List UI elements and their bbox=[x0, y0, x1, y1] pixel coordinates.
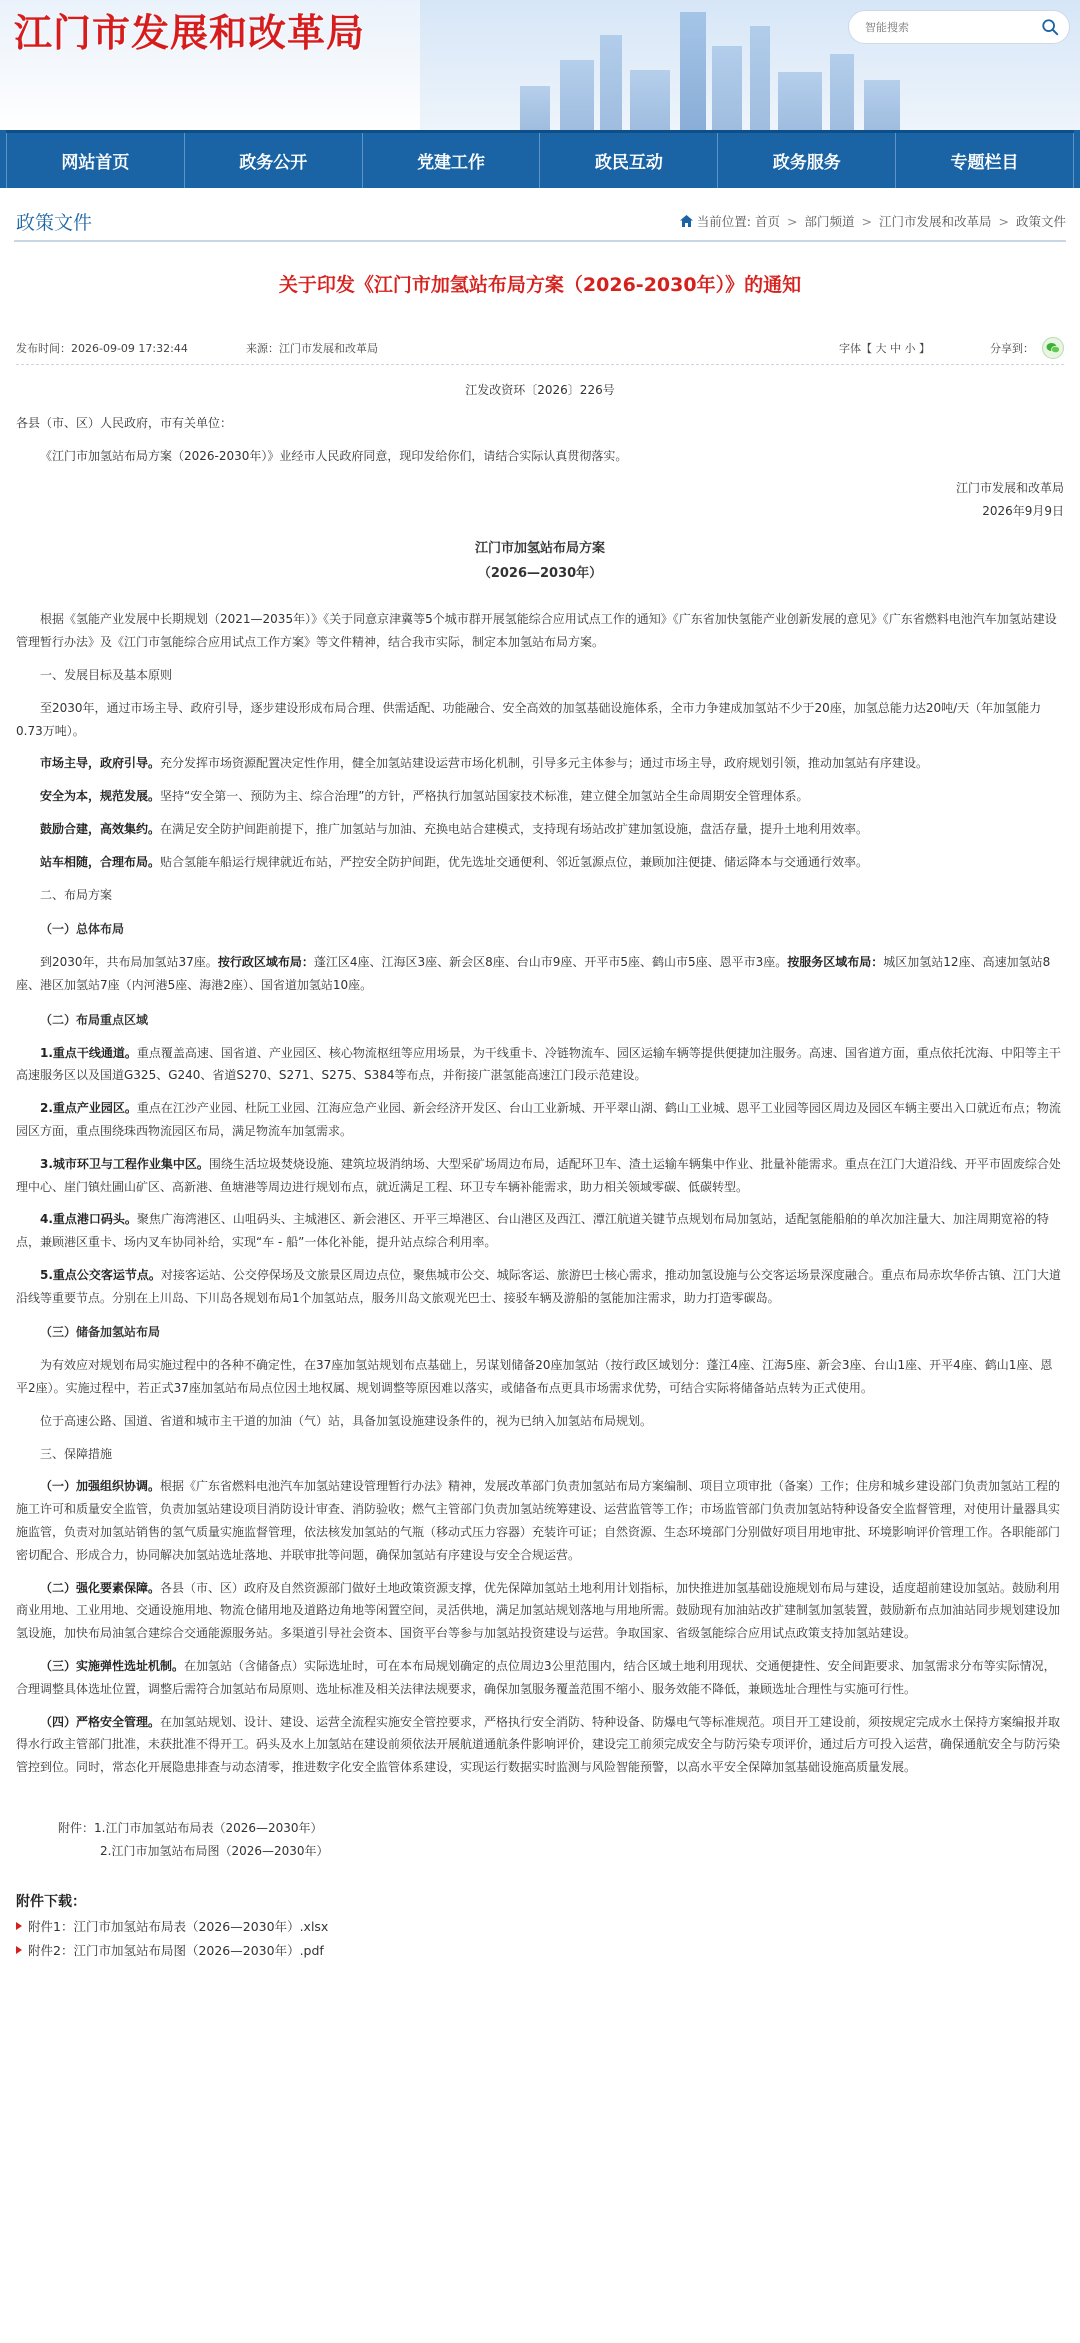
breadcrumb-policy[interactable]: 政策文件 bbox=[1015, 214, 1066, 229]
downloads-title: 附件下载： bbox=[16, 1893, 86, 1910]
download-link-1-label: 附件1：江门市加氢站布局表（2026—2030年）.xlsx bbox=[28, 1918, 329, 1934]
breadcrumb bbox=[680, 212, 1066, 230]
breadcrumb-separator: > bbox=[787, 213, 798, 229]
home-icon bbox=[680, 215, 693, 227]
key-area-3-text: 围绕生活垃圾焚烧设施、建筑垃圾消纳场、大型采矿场周边布局，适配环卫车、渣土运输车辆集中作业、批量补能需求。重点在江门大道沿线、开平市固废综合处理中心、崖门镇灶圃山矿区、高新港、鱼塘港等周边进行规划布点，就近满足工程、环卫专车辆补能需求，助力相关领域零碳、低碳转型。 bbox=[16, 1156, 1061, 1194]
signature-org: 江门市发展和改革局 bbox=[955, 481, 1064, 496]
key-area-2 bbox=[16, 1097, 1064, 1143]
key-area-4-text: 聚焦广海湾港区、山咀码头、主城港区、新会港区、开平三埠港区、台山港区及西江、潭江航道关键节点规划布局加氢站，适配氢能船舶的单次加注量大、加注周期宽裕的特点，兼顾港区重卡、场内叉车协同补给，实现“车 - 船”一体化补能，提升站点综合利用率。 bbox=[16, 1212, 1049, 1250]
principle-3 bbox=[16, 818, 1064, 841]
attachment-2-ref: 2.江门市加氢站布局图（2026—2030年） bbox=[100, 1843, 329, 1858]
intro-paragraph: 《江门市加氢站布局方案（2026-2030年）》业经市人民政府同意，现印发给你们，请结合实际认真贯彻落实。 bbox=[40, 448, 628, 463]
safeguard-3 bbox=[16, 1655, 1064, 1701]
search-input[interactable] bbox=[865, 21, 1041, 34]
nav-gov-affairs[interactable]: 政务公开 bbox=[185, 133, 363, 188]
breadcrumb-separator: > bbox=[998, 213, 1009, 229]
heading-reserve: （三）储备加氢站布局 bbox=[40, 1325, 161, 1340]
breadcrumb-prefix: 当前位置: bbox=[696, 214, 751, 229]
safeguard-4 bbox=[16, 1711, 1064, 1779]
principle-2 bbox=[16, 785, 1064, 808]
heading-key-areas: （二）布局重点区域 bbox=[40, 1012, 149, 1027]
safeguard-2 bbox=[16, 1577, 1064, 1645]
principle-2-key: 安全为本，规范发展。 bbox=[40, 789, 161, 804]
key-area-1-text: 重点覆盖高速、国省道、产业园区、核心物流枢纽等应用场景，为干线重卡、冷链物流车、园区运输车辆等提供便捷加注服务。高速、国省道方面，重点依托沈海、中阳等主干高速服务区以及国道G325、G240、省道S270、S271、S275、S384等布点，并衔接广湛氢能高速江门段示范建设。 bbox=[16, 1045, 1061, 1083]
overall-text-b: 蓬江区4座、江海区3座、新会区8座、台山市9座、开平市5座、鹤山市5座、恩平市3座。 bbox=[313, 955, 788, 970]
document-meta bbox=[16, 331, 1064, 365]
overall-paragraph bbox=[16, 951, 1064, 997]
breadcrumb-separator: > bbox=[861, 213, 872, 229]
key-area-3 bbox=[16, 1153, 1064, 1199]
nav-interaction[interactable]: 政民互动 bbox=[540, 133, 718, 188]
nav-home[interactable]: 网站首页 bbox=[6, 133, 185, 188]
safeguard-4-key: （四）严格安全管理。 bbox=[40, 1714, 161, 1729]
nav-services[interactable]: 政务服务 bbox=[718, 133, 896, 188]
safeguard-2-key: （二）强化要素保障。 bbox=[40, 1580, 161, 1595]
main-nav-wrap bbox=[0, 130, 1080, 188]
safeguard-3-key: （三）实施弹性选址机制。 bbox=[40, 1659, 185, 1674]
safeguard-1 bbox=[16, 1475, 1064, 1566]
site-header bbox=[0, 0, 1080, 130]
document-number: 江发改资环〔2026〕226号 bbox=[465, 383, 615, 397]
section-title: 政策文件 bbox=[16, 211, 93, 234]
key-area-4-key: 4.重点港口码头。 bbox=[40, 1212, 137, 1227]
principle-1-text: 充分发挥市场资源配置决定性作用，健全加氢站建设运营市场化机制，引导多元主体参与；通过市场主导，政府规划引领，推动加氢站有序建设。 bbox=[160, 756, 929, 771]
plan-years: （2026—2030年） bbox=[477, 565, 603, 581]
font-size-switcher[interactable]: 字体【 大 中 小 】 bbox=[839, 341, 930, 355]
principle-4 bbox=[16, 851, 1064, 874]
source: 来源：江门市发展和改革局 bbox=[246, 341, 378, 355]
publish-time: 发布时间：2026-09-09 17:32:44 bbox=[16, 341, 188, 355]
overall-key-2: 按服务区域布局： bbox=[787, 955, 884, 970]
signature-date: 2026年9月9日 bbox=[982, 504, 1064, 519]
heading-safeguards: 三、保障措施 bbox=[40, 1446, 113, 1461]
principle-1 bbox=[16, 752, 1064, 775]
share-bar bbox=[990, 337, 1064, 359]
overall-text-c: 城区加氢站12座、高速加氢站8座、港区加氢站7座（内河港5座、海港2座）、国省道加氢站10座。 bbox=[16, 955, 1051, 992]
salutation: 各县（市、区）人民政府，市有关单位： bbox=[16, 415, 233, 430]
nav-party-building[interactable]: 党建工作 bbox=[363, 133, 541, 188]
safeguard-3-text: 在加氢站（含储备点）实际选址时，可在本布局规划确定的点位周边3公里范围内，结合区域土地利用现状、交通便捷性、安全间距要求、加氢需求分布等实际情况，合理调整具体选址位置，调整后需符合加氢站布局原则、选址标准及相关法律法规要求，确保加氢服务覆盖范围不缩小、服务效能不降低，兼顾选址合理性与实施可行性。 bbox=[16, 1659, 1056, 1696]
heading-overall: （一）总体布局 bbox=[40, 922, 125, 937]
principle-3-text: 在满足安全防护间距前提下，推广加氢站与加油、充换电站合建模式，支持现有场站改扩建加氢设施，盘活存量，提升土地利用效率。 bbox=[160, 821, 869, 836]
principle-4-text: 贴合氢能车船运行规律就近布站，严控安全防护间距，优先选址交通便利、邻近氢源点位，兼顾加注便捷、储运降本与交通通行效率。 bbox=[160, 854, 869, 869]
share-label: 分享到： bbox=[990, 341, 1034, 355]
principle-2-text: 坚持“安全第一、预防为主、综合治理”的方针，严格执行加氢站国家技术标准，建立健全加氢站全生命周期安全管理体系。 bbox=[160, 789, 809, 804]
safeguard-1-text: 根据《广东省燃料电池汽车加氢站建设管理暂行办法》精神，发展改革部门负责加氢站布局方案编制、项目立项审批（备案）工作；住房和城乡建设部门负责加氢站工程的施工许可和质量安全监管，负责加氢站建设项目消防设计审查、消防验收；燃气主管部门负责加氢站统筹建设、运营监管等工作；市场监管部门负责加氢站特种设备安全监督管理，对使用计量器具实施监管，负责对加氢站销售的氢气质量实施监督管理，依法核发加氢站的气瓶（移动式压力容器）充装许可证；自然资源、生态环境部门分别做好项目用地审批、环境影响评价管理工作。各职能部门密切配合、形成合力，协同解决加氢站选址落地、并联审批等问题，确保加氢站有序建设与安全合规运营。 bbox=[16, 1479, 1061, 1562]
wechat-share-icon[interactable] bbox=[1042, 337, 1064, 359]
breadcrumb-bureau[interactable]: 江门市发展和改革局 bbox=[878, 214, 992, 229]
safeguard-4-text: 在加氢站规划、设计、建设、运营全流程实施安全管控要求，严格执行安全消防、特种设备、防爆电气等标准规范。项目开工建设前，须按规定完成水土保持方案编报并取得水行政主管部门批准，未获批准不得开工。码头及水上加氢站在建设前须依法开展航道通航条件影响评价，建设完工前须完成安全与防污染专项评价，通过后方可投入运营，确保通航安全与防污染管控到位。同时，常态化开展隐患排查与动态清零，推进数字化安全监管体系建设，实现运行数据实时监测与风险智能预警，以高水平安全保障加氢基础设施高质量发展。 bbox=[16, 1714, 1061, 1775]
bullet-arrow-icon bbox=[16, 1946, 22, 1954]
overall-key-1: 按行政区域布局： bbox=[217, 955, 314, 970]
key-area-2-key: 2.重点产业园区。 bbox=[40, 1101, 137, 1116]
nav-topics[interactable]: 专题栏目 bbox=[896, 133, 1074, 188]
key-area-5 bbox=[16, 1264, 1064, 1310]
search-icon[interactable] bbox=[1041, 18, 1059, 36]
main-nav bbox=[6, 130, 1074, 188]
basis-paragraph: 根据《氢能产业发展中长期规划（2021—2035年）》《关于同意京津冀等5个城市群开展氢能综合应用试点工作的通知》《广东省加快氢能产业创新发展的意见》《广东省燃料电池汽车加氢站建设管理暂行办法》及《江门市氢能综合应用试点工作方案》等文件精神，结合我市实际，制定本加氢站布局方案。 bbox=[16, 612, 1057, 650]
plan-title: 江门市加氢站布局方案 bbox=[474, 540, 605, 556]
document-title: 关于印发《江门市加氢站布局方案（2026-2030年）》的通知 bbox=[278, 274, 802, 296]
key-area-3-key: 3.城市环卫与工程作业集中区。 bbox=[40, 1156, 209, 1171]
downloads-section bbox=[16, 1891, 1064, 1975]
site-logo-title[interactable]: 江门市发展和改革局 bbox=[14, 10, 366, 55]
search-box bbox=[848, 10, 1070, 44]
goal-paragraph: 至2030年，通过市场主导、政府引导，逐步建设形成布局合理、供需适配、功能融合、安全高效的加氢基础设施体系，全市力争建成加氢站不少于20座，加氢总能力达20吨/天（年加氢能力0.73万吨）。 bbox=[16, 700, 1042, 738]
bullet-arrow-icon bbox=[16, 1922, 22, 1930]
key-area-1-key: 1.重点干线通道。 bbox=[40, 1045, 137, 1060]
key-area-5-text: 对接客运站、公交停保场及文旅景区周边点位，聚焦城市公交、城际客运、旅游巴士核心需求，推动加氢设施与公交客运场景深度融合。重点布局赤坎华侨古镇、江门大道沿线等重要节点。分别在上川岛、下川岛各规划布局1个加氢站点，服务川岛文旅观光巴士、接驳车辆及游船的氢能加注需求，助力打造零碳岛。 bbox=[16, 1267, 1061, 1305]
key-area-4 bbox=[16, 1208, 1064, 1254]
document-body bbox=[0, 379, 1080, 1863]
overall-text-a: 到2030年，共布局加氢站37座。 bbox=[40, 955, 218, 970]
safeguard-2-text: 各县（市、区）政府及自然资源部门做好土地政策资源支撑，优先保障加氢站土地利用计划指标，加快推进加氢基础设施规划布局与建设，适度超前建设加氢站。鼓励利用商业用地、工业用地、交通设施用地、物流仓储用地及道路边角地等闲置空间，灵活供地，满足加氢站规划落地与用地所需。鼓励现有加油站改扩建制氢加氢装置，鼓励新布点加油站同步规划建设加氢设施，加快布局油氢合建综合交通能源服务站。多渠道引导社会资本、国资平台等参与加氢站投资建设与运营。争取国家、省级氢能综合应用试点政策支持加氢站建设。 bbox=[16, 1580, 1061, 1641]
safeguard-1-key: （一）加强组织协调。 bbox=[40, 1479, 161, 1494]
breadcrumb-dept-channel[interactable]: 部门频道 bbox=[804, 214, 855, 229]
reserve-paragraph: 为有效应对规划布局实施过程中的各种不确定性，在37座加氢站规划布点基础上，另谋划储备20座加氢站（按行政区域划分：蓬江4座、江海5座、新会3座、台山1座、开平4座、鹤山1座、恩平2座）。实施过程中，若正式37座加氢站布局点位因土地权属、规划调整等原因难以落实，或储备布点更具市场需求优势，可结合实际将储备站点转为正式使用。 bbox=[16, 1358, 1053, 1396]
principle-4-key: 站车相随，合理布局。 bbox=[40, 854, 161, 869]
key-area-2-text: 重点在江沙产业园、杜阮工业园、江海应急产业园、新会经济开发区、台山工业新城、开平翠山湖、鹤山工业城、恩平工业园等园区周边及园区车辆主要出入口就近布点；物流园区方面，重点围绕珠西物流园区布局，满足物流车加氢需求。 bbox=[16, 1101, 1061, 1138]
heading-goals: 一、发展目标及基本原则 bbox=[40, 667, 173, 682]
key-area-1 bbox=[16, 1042, 1064, 1088]
download-link-1[interactable] bbox=[16, 1917, 1064, 1935]
breadcrumb-row bbox=[14, 202, 1066, 242]
attachment-list bbox=[16, 1817, 1064, 1863]
heading-layout: 二、布局方案 bbox=[40, 887, 113, 902]
download-link-2-label: 附件2：江门市加氢站布局图（2026—2030年）.pdf bbox=[28, 1942, 324, 1958]
breadcrumb-home[interactable]: 首页 bbox=[754, 214, 780, 229]
attachment-1-ref: 附件：1.江门市加氢站布局表（2026—2030年） bbox=[58, 1821, 323, 1836]
download-link-2[interactable] bbox=[16, 1941, 1064, 1959]
principle-3-key: 鼓励合建，高效集约。 bbox=[40, 821, 161, 836]
key-area-5-key: 5.重点公交客运节点。 bbox=[40, 1267, 161, 1282]
along-road-paragraph: 位于高速公路、国道、省道和城市主干道的加油（气）站，具备加氢设施建设条件的，视为已纳入加氢站布局规划。 bbox=[40, 1413, 653, 1428]
principle-1-key: 市场主导，政府引导。 bbox=[40, 756, 161, 771]
